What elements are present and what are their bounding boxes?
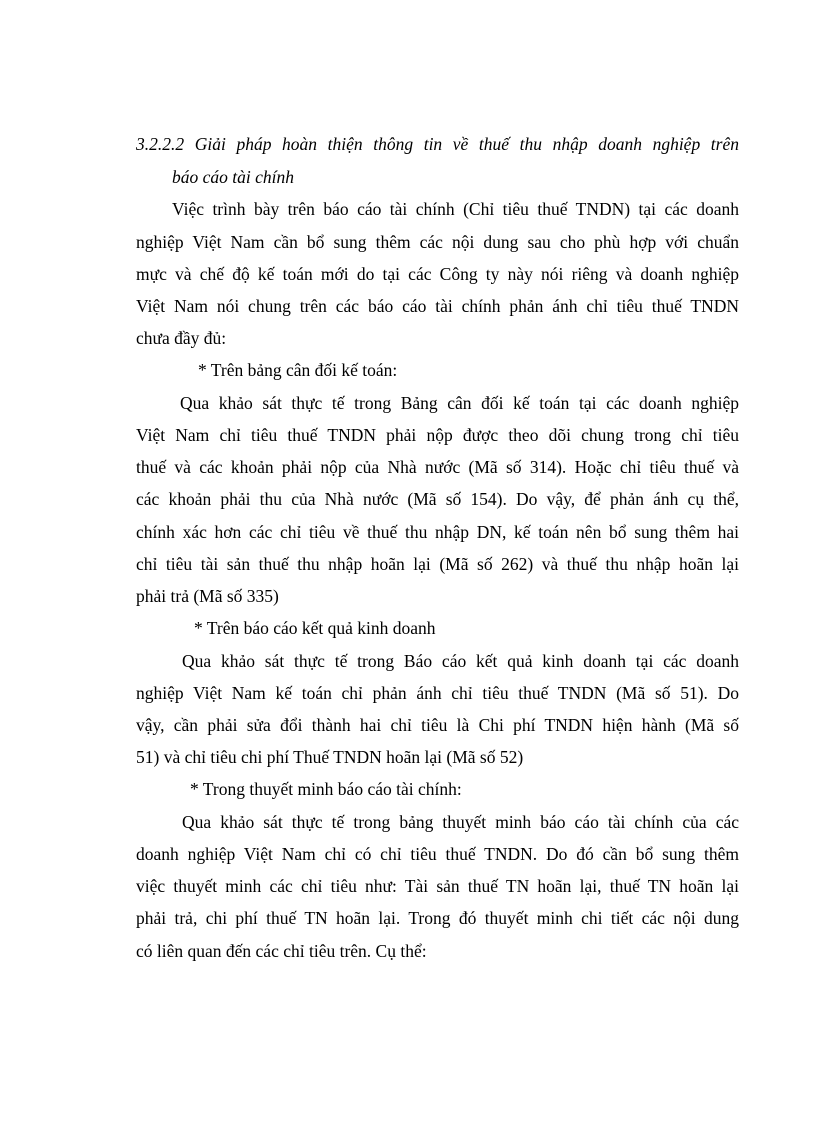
intro-line-2: nghiệp Việt Nam cần bổ sung thêm các nội dung sau cho phù hợp với chuẩn [136, 232, 739, 252]
intro-line-1: Việc trình bày trên báo cáo tài chính (Chỉ tiêu thuế TNDN) tại các doanh [172, 199, 739, 219]
balance-sheet-line-5: chính xác hơn các chỉ tiêu về thuế thu nhập DN, kế toán nên bổ sung thêm hai [136, 522, 739, 542]
balance-sheet-line-4: các khoản phải thu của Nhà nước (Mã số 154). Do vậy, để phản ánh cụ thể, [136, 489, 739, 509]
income-statement-line-3: vậy, cần phải sửa đổi thành hai chỉ tiêu là Chi phí TNDN hiện hành (Mã số [136, 715, 739, 735]
balance-sheet-line-2: Việt Nam chỉ tiêu thuế TNDN phải nộp được theo dõi chung trong chỉ tiêu [136, 425, 739, 445]
balance-sheet-line-6: chỉ tiêu tài sản thuế thu nhập hoãn lại (Mã số 262) và thuế thu nhập hoãn lại [136, 554, 739, 574]
income-statement-line-4: 51) và chỉ tiêu chi phí Thuế TNDN hoãn lại (Mã số 52) [136, 747, 524, 767]
notes-line-5: có liên quan đến các chỉ tiêu trên. Cụ thể: [136, 941, 427, 961]
intro-line-4: Việt Nam nói chung trên các báo cáo tài chính phản ánh chỉ tiêu thuế TNDN [136, 296, 739, 316]
notes-line-1: Qua khảo sát thực tế trong bảng thuyết minh báo cáo tài chính của các [182, 812, 739, 832]
intro-line-5: chưa đầy đủ: [136, 328, 227, 348]
income-statement-title: * Trên báo cáo kết quả kinh doanh [194, 618, 436, 638]
balance-sheet-line-1: Qua khảo sát thực tế trong Bảng cân đối kế toán tại các doanh nghiệp [180, 393, 739, 413]
balance-sheet-line-3: thuế và các khoản phải nộp của Nhà nước (Mã số 314). Hoặc chỉ tiêu thuế và [136, 457, 739, 477]
section-heading-line-1: 3.2.2.2 Giải pháp hoàn thiện thông tin về thuế thu nhập doanh nghiệp trên [136, 134, 739, 154]
income-statement-line-1: Qua khảo sát thực tế trong Báo cáo kết quả kinh doanh tại các doanh [182, 651, 739, 671]
notes-title: * Trong thuyết minh báo cáo tài chính: [190, 779, 462, 799]
notes-line-4: phải trả, chi phí thuế TN hoãn lại. Trong đó thuyết minh chi tiết các nội dung [136, 908, 739, 928]
balance-sheet-title: * Trên bảng cân đối kế toán: [198, 360, 398, 380]
balance-sheet-line-7: phải trả (Mã số 335) [136, 586, 279, 606]
income-statement-line-2: nghiệp Việt Nam kế toán chỉ phản ánh chỉ tiêu thuế TNDN (Mã số 51). Do [136, 683, 739, 703]
section-heading-line-2: báo cáo tài chính [172, 167, 294, 187]
notes-line-2: doanh nghiệp Việt Nam chỉ có chỉ tiêu thuế TNDN. Do đó cần bổ sung thêm [136, 844, 739, 864]
intro-line-3: mực và chế độ kế toán mới do tại các Công ty này nói riêng và doanh nghiệp [136, 264, 739, 284]
notes-line-3: việc thuyết minh các chỉ tiêu như: Tài sản thuế TN hoãn lại, thuế TN hoãn lại [136, 876, 739, 896]
